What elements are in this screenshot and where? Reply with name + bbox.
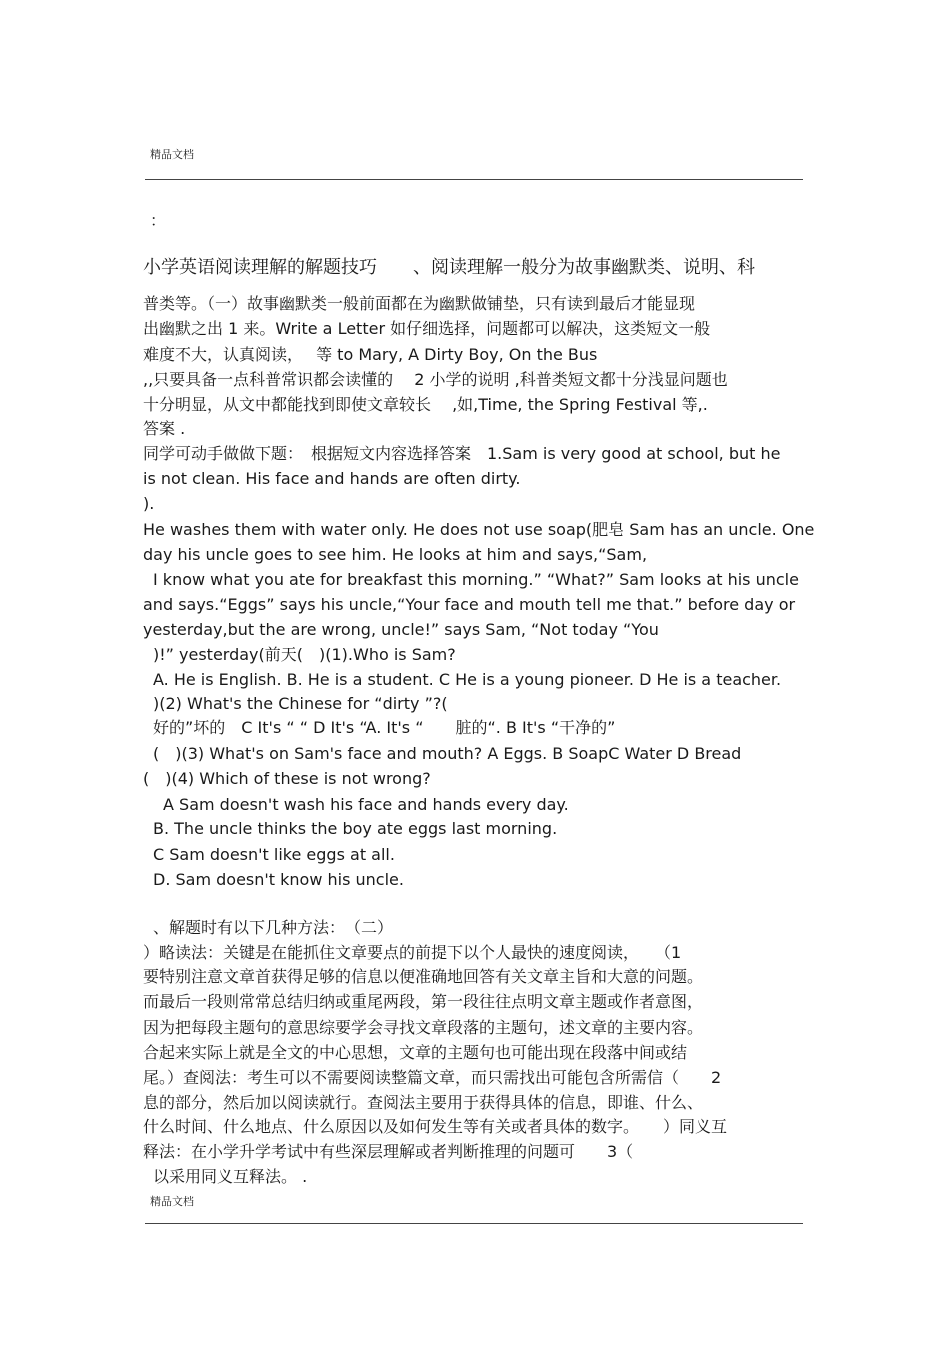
text-line: C Sam doesn't like eggs at all. <box>153 845 395 864</box>
text-line: A. He is English. B. He is a student. C He is a young pioneer. D He is a teacher. <box>153 670 782 689</box>
footer-label: 精品文档 <box>150 1195 194 1208</box>
header-label: 精品文档 <box>150 148 194 161</box>
text-line: day his uncle goes to see him. He looks at him and says,“Sam, <box>143 545 648 564</box>
text-line: ,,只要具备一点科普常识都会读懂的 2 小学的说明 ,科普类短文都十分浅显问题也 <box>143 370 728 389</box>
text-line: 因为把每段主题句的意思综要学会寻找文章段落的主题句，述文章的主要内容。 <box>143 1018 704 1037</box>
text-line: 而最后一段则常常总结归纳或重尾两段，第一段往往点明文章主题或作者意图， <box>143 992 704 1011</box>
text-line: I know what you ate for breakfast this morning.” “What?” Sam looks at his uncle <box>153 570 799 589</box>
text-line: 出幽默之出 1 来。Write a Letter 如仔细选择，问题都可以解决，这类短文一般 <box>143 319 711 338</box>
text-line: 普类等。（一）故事幽默类一般前面都在为幽默做铺垫，只有读到最后才能显现 <box>143 294 696 313</box>
text-line: He washes them with water only. He does not use soap(肥皂 Sam has an uncle. One <box>143 520 815 539</box>
text-line: and says.“Eggs” says his uncle,“Your face and mouth tell me that.” before day or <box>143 595 796 614</box>
text-line: 息的部分，然后加以阅读就行。查阅法主要用于获得具体的信息，即谁、什么、 <box>143 1093 704 1112</box>
header-rule <box>145 179 803 180</box>
text-line: A Sam doesn't wash his face and hands every day. <box>163 795 569 814</box>
text-line: 同学可动手做做下题： 根据短文内容选择答案 1.Sam is very good at school, but he <box>143 444 781 463</box>
text-line: 合起来实际上就是全文的中心思想，文章的主题句也可能出现在段落中间或结 <box>143 1043 688 1062</box>
text-line: )(2) What's the Chinese for “dirty ”?( <box>153 694 448 713</box>
text-line: 答案 . <box>143 419 186 438</box>
text-line: 、解题时有以下几种方法： （二） <box>153 918 394 937</box>
text-line: yesterday,but the are wrong, uncle!” says Sam, “Not today “You <box>143 620 659 639</box>
text-line: ( )(4) Which of these is not wrong? <box>143 769 431 788</box>
text-line: ）略读法：关键是在能抓住文章要点的前提下以个人最快的速度阅读， （1 <box>143 943 682 962</box>
title-line: 小学英语阅读理解的解题技巧 、阅读理解一般分为故事幽默类、说明、科 <box>143 257 755 278</box>
colon-mark: ： <box>150 211 167 230</box>
text-line: is not clean. His face and hands are often dirty. <box>143 469 521 488</box>
text-line: ( )(3) What's on Sam's face and mouth? A Eggs. B SoapC Water D Bread <box>153 744 742 763</box>
text-line: 以采用同义互释法。 . <box>153 1167 308 1186</box>
text-line: ). <box>143 494 155 513</box>
text-line: B. The uncle thinks the boy ate eggs last morning. <box>153 819 558 838</box>
text-line: 尾。）查阅法：考生可以不需要阅读整篇文章，而只需找出可能包含所需信（ 2 <box>143 1068 722 1087</box>
text-line: 什么时间、什么地点、什么原因以及如何发生等有关或者具体的数字。 ）同义互 <box>143 1117 728 1136</box>
text-line: )!” yesterday(前天( )(1).Who is Sam? <box>153 645 456 664</box>
text-line: 难度不大，认真阅读， 等 to Mary, A Dirty Boy, On the Bus <box>143 345 598 364</box>
text-line: D. Sam doesn't know his uncle. <box>153 870 404 889</box>
text-line: 好的”坏的 C It's “ “ D It's “A. It's “ 脏的“. B It's “干净的” <box>153 718 616 737</box>
text-line: 十分明显，从文中都能找到即使文章较长 ,如,Time, the Spring Festival 等,. <box>143 395 708 414</box>
text-line: 要特别注意文章首获得足够的信息以便准确地回答有关文章主旨和大意的问题。 <box>143 967 704 986</box>
footer-rule <box>145 1223 803 1224</box>
text-line: 释法：在小学升学考试中有些深层理解或者判断推理的问题可 3（ <box>143 1142 634 1161</box>
